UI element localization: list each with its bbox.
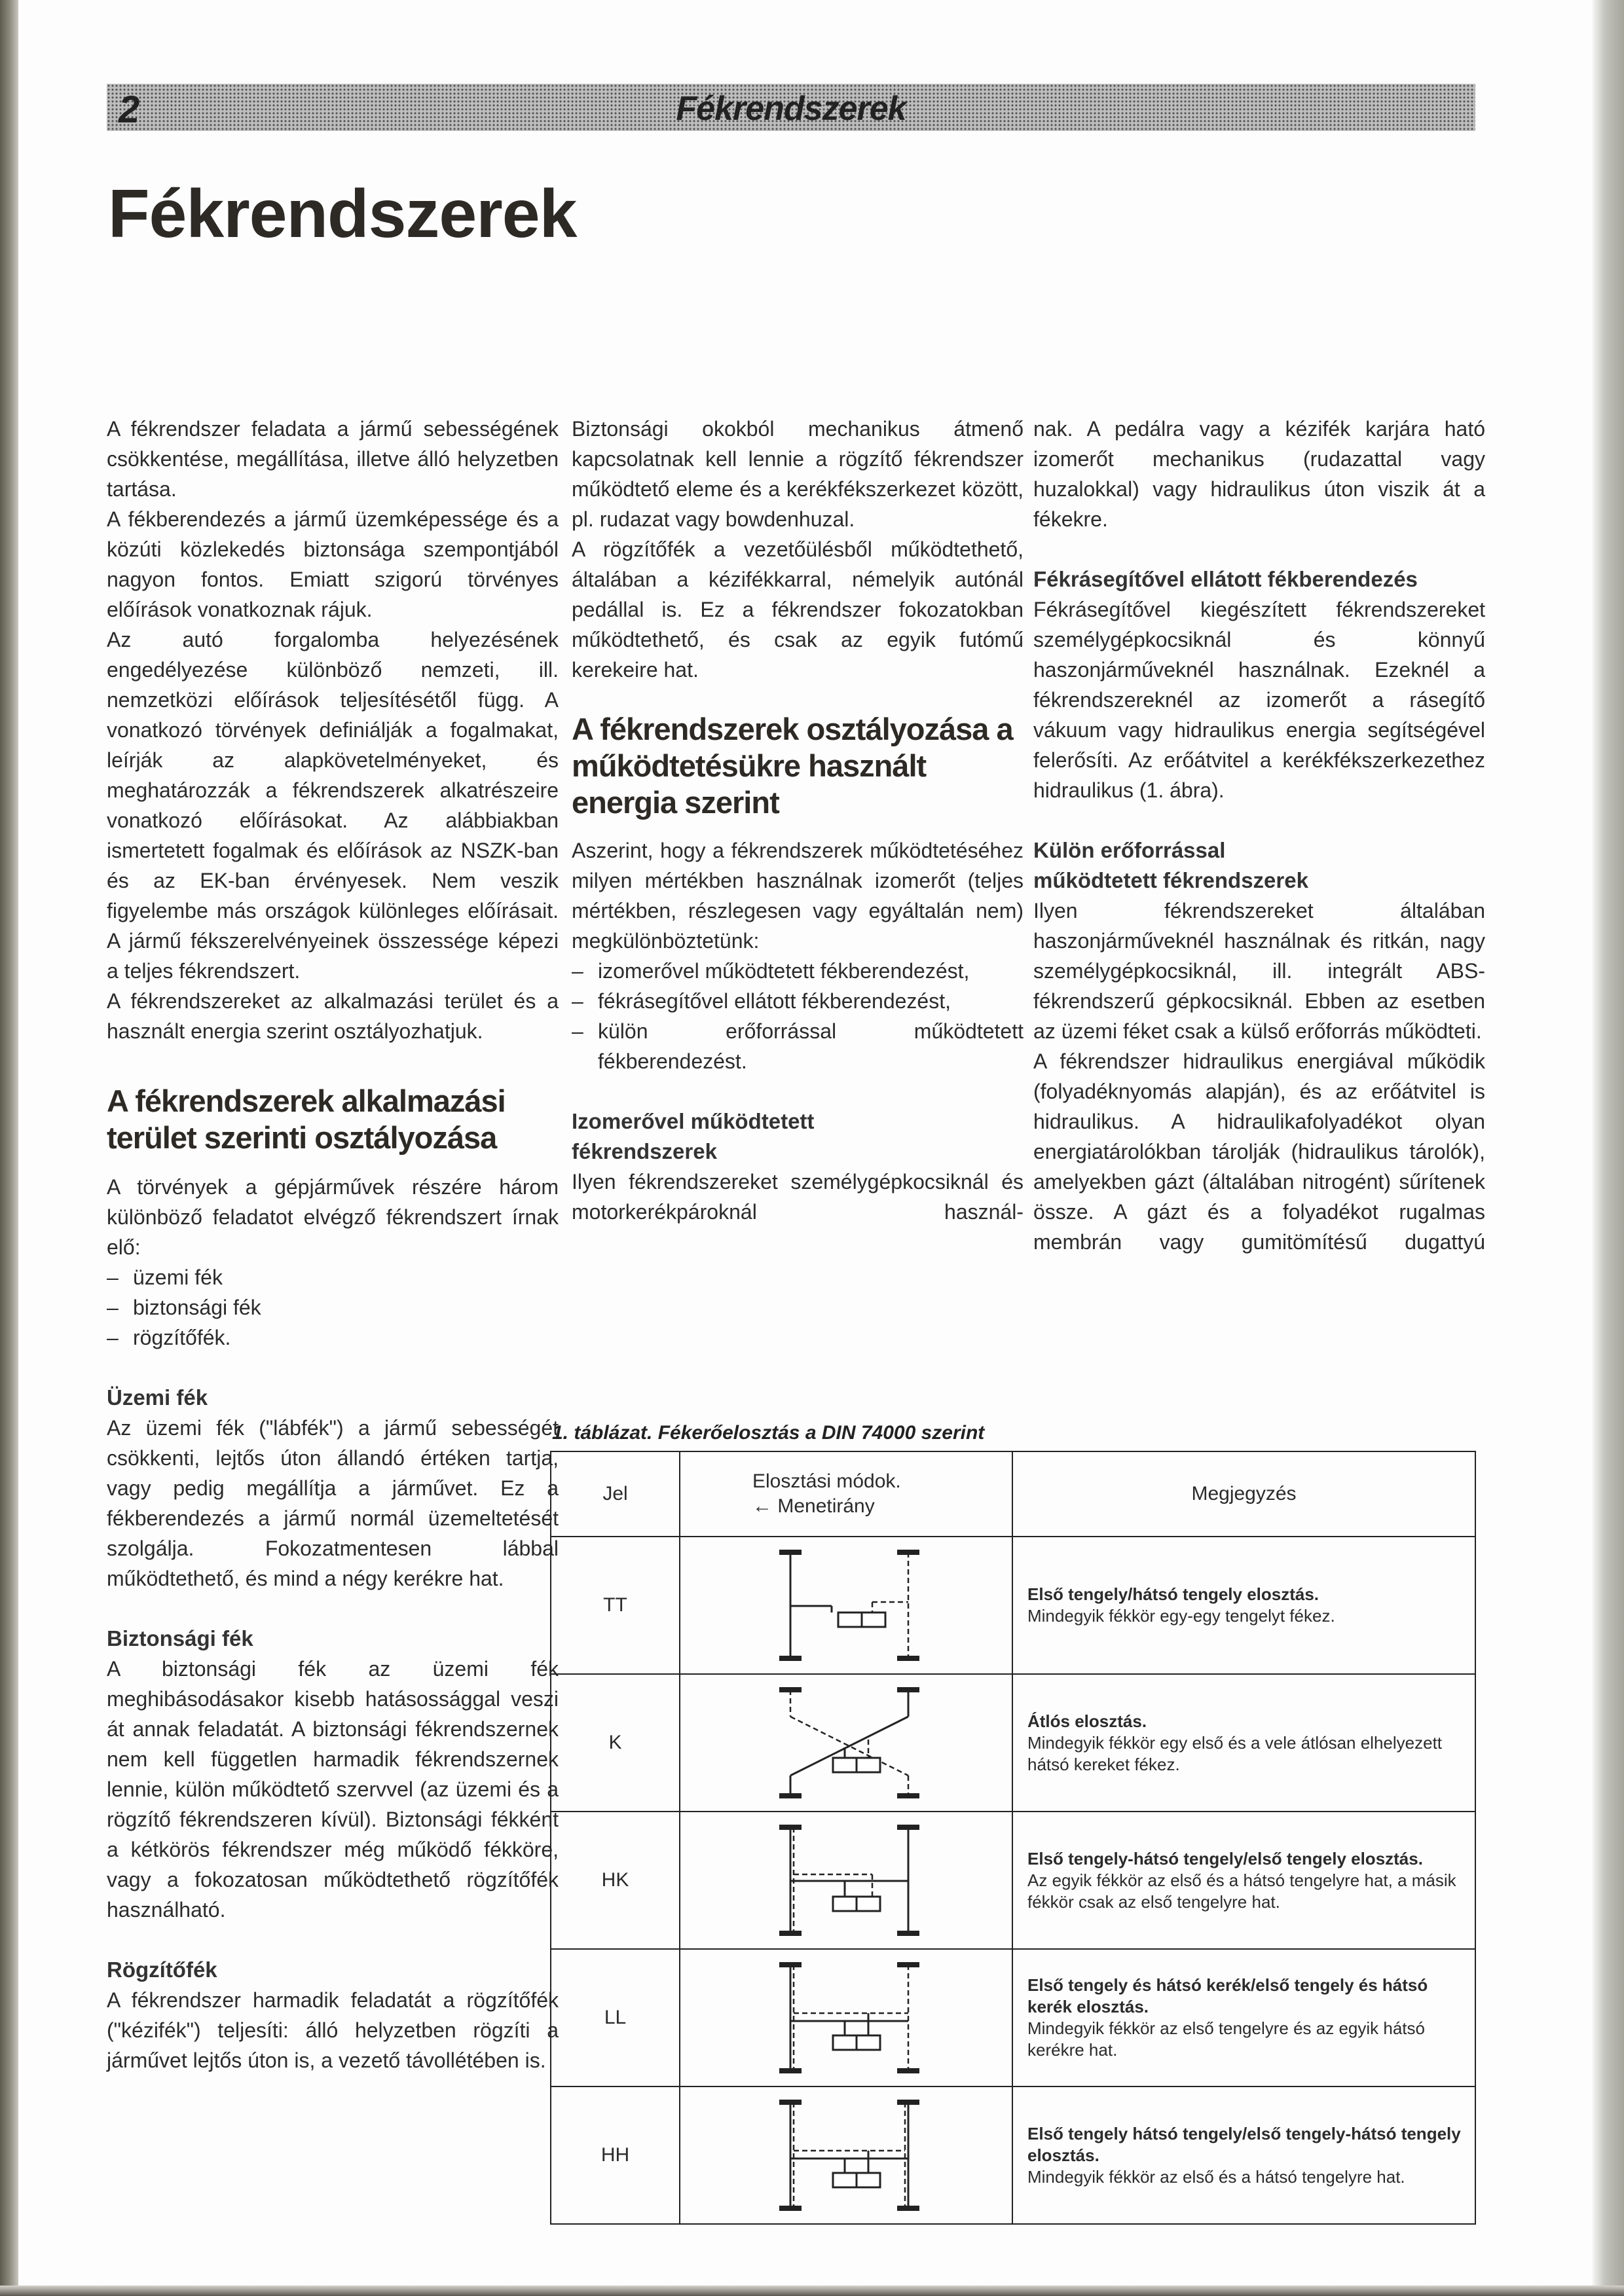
paragraph: A fékrendszer feladata a jármű sebességének csökkentése, megállítása, illetve álló helyzetben tartása. <box>107 417 559 501</box>
header-modes-line1: Elosztási módok. <box>752 1470 901 1492</box>
column-1 <box>107 414 559 2075</box>
table-row <box>551 1812 1475 1949</box>
row-note <box>1012 1674 1475 1812</box>
brake-distribution-table-block <box>550 1422 1475 2225</box>
section-heading: A fékrendszerek osztályozása a működtetésükre használt energia szerint <box>572 712 1013 820</box>
page-title: Fékrendszerek <box>108 176 577 252</box>
paragraph: A fékberendezés a jármű üzemképessége és a közúti közlekedés biztonsága szempontjából nagyon fontos. Emiatt szigorú törvényes előírások vonatkoznak rájuk. <box>107 507 559 621</box>
subsection-heading: Üzemi fék <box>107 1385 208 1410</box>
paragraph: Biztonsági okokból mechanikus átmenő kapcsolatnak kell lennie a rögzítő fékrendszer működtető eleme és a kerékfékszerkezet között, pl. rudazat vagy bowdenhuzal. <box>572 417 1024 531</box>
brake-circuit-diagram-hh <box>761 2093 931 2217</box>
row-note-title: Első tengely és hátsó kerék/első tengely és hátsó kerék elosztás. <box>1027 1975 1428 2016</box>
paragraph: Az üzemi fék ("lábfék") a jármű sebességét csökkenti, lejtős úton állandó értéken tartja, vagy pedig megállítja a járművet. Ez a fékberendezés a jármű normál üzemeltetését szolgálja. Fokozatmentesen lábbal működtethető, és mind a négy kerékre hat. <box>107 1416 559 1590</box>
row-note <box>1012 1812 1475 1949</box>
column-3 <box>1033 414 1485 1257</box>
paragraph: Aszerint, hogy a fékrendszerek működtetéséhez milyen mértékben használnak izomerőt (teljes mértékben, részlegesen vagy egyáltalán nem) megkülönböztetünk: <box>572 839 1024 953</box>
row-note-body: Mindegyik fékkör az első tengelyre és az egyik hátsó kerékre hat. <box>1027 2018 1425 2060</box>
row-diagram-cell <box>680 1674 1012 1812</box>
header-note: Megjegyzés <box>1012 1451 1475 1537</box>
header-modes-line2: ← Menetirány <box>752 1495 875 1517</box>
header-jel: Jel <box>551 1451 680 1537</box>
row-note <box>1012 1949 1475 2086</box>
paragraph: A fékrendszer hidraulikus energiával működik (folyadéknyomás alapján), és az erőátvitel is hidraulikus. A hidraulikafolyadékot olyan energiatárolókban tárolják (hidraulikus tárolók), amelyekben gázt (általában nitrogént) sűrítenek össze. A gázt és a folyadékot rugalmas membrán vagy gumitömítésű dugattyú <box>1033 1049 1485 1254</box>
paragraph: A biztonsági fék az üzemi fék meghibásodásakor kisebb hatásossággal veszi át annak feladatát. A biztonsági fékrendszernek nem kell független harmadik fékrendszernek lennie, külön működtető szervvel (az üzemi és a rögzítő fékrendszeren kívül). Biztonsági fékként a kétkörös fékrendszer még működő fékköre, vagy a fokozatosan működtethető rögzítőfék használható. <box>107 1657 559 1922</box>
row-diagram-cell <box>680 1949 1012 2086</box>
table-row <box>551 1949 1475 2086</box>
section-heading: A fékrendszerek alkalmazási terület szerinti osztályozása <box>107 1084 506 1155</box>
row-jel: K <box>551 1674 680 1812</box>
brake-circuit-diagram-k <box>761 1681 931 1805</box>
table-row <box>551 1537 1475 1674</box>
table-row <box>551 2086 1475 2224</box>
row-note-title: Első tengely-hátsó tengely/első tengely elosztás. <box>1027 1848 1423 1868</box>
brake-circuit-diagram-ll <box>761 1956 931 2080</box>
list-item: – biztonsági fék <box>107 1292 559 1322</box>
row-note <box>1012 1537 1475 1674</box>
paragraph: Ilyen fékrendszereket személygépkocsiknál és motorkerékpároknál használ- <box>572 1170 1024 1224</box>
paragraph: Ilyen fékrendszereket általában haszonjárműveknél használnak és ritkán, nagy személygépkocsiknál, ill. integrált ABS-fékrendszerű gépkocsiknál. Ebben az esetben az üzemi féket csak a külső erőforrás működteti. <box>1033 899 1485 1043</box>
row-diagram-cell <box>680 1812 1012 1949</box>
subsection-heading: Fékrásegítővel ellátott fékberendezés <box>1033 567 1418 591</box>
row-jel: HK <box>551 1812 680 1949</box>
running-header <box>107 84 1475 131</box>
row-note-body: Az egyik fékkör az első és a hátsó tengelyre hat, a másik fékkör csak az első tengelyre hat. <box>1027 1870 1456 1912</box>
paragraph: Fékrásegítővel kiegészített fékrendszereket személygépkocsiknál és könnyű haszonjárműveknél használnak. Ezeknél a fékrendszereknél az izomerőt a rásegítő vákuum vagy hidraulikus energia segítségével felerősíti. Az erőátvitel a kerékfékszerkezethez hidraulikus (1. ábra). <box>1033 598 1485 802</box>
list-item: – izomerővel működtetett fékberendezést, <box>572 956 1024 986</box>
row-jel: HH <box>551 2086 680 2224</box>
energy-types-list <box>572 956 1024 1076</box>
row-note-title: Első tengely/hátsó tengely elosztás. <box>1027 1584 1320 1604</box>
paragraph: Az autó forgalomba helyezésének engedélyezése különböző nemzeti, ill. nemzetközi előírások teljesítésétől függ. A vonatkozó törvények definiálják a fogalmakat, leírják az alapkövetelményeket, és meghatározzák a fékrendszerek alkatrészeire vonatkozó előírásokat. Az alábbiakban ismertetett fogalmak és előírások az NSZK-ban és az EK-ban érvényesek. Nem veszik figyelembe más országok különleges előírásait. A jármű fékszerelvényeinek összessége képezi a teljes fékrendszert. <box>107 628 559 983</box>
table-caption: 1. táblázat. Fékerőelosztás a DIN 74000 szerint <box>552 1422 985 1444</box>
row-jel: LL <box>551 1949 680 2086</box>
row-note-title: Első tengely hátsó tengely/első tengely-hátsó tengely elosztás. <box>1027 2123 1461 2165</box>
row-note-body: Mindegyik fékkör egy első és a vele átlósan elhelyezett hátsó kereket fékez. <box>1027 1732 1443 1774</box>
row-diagram-cell <box>680 1537 1012 1674</box>
scan-edge-bottom <box>0 2286 1624 2296</box>
running-title: Fékrendszerek <box>676 90 906 128</box>
paragraph: A fékrendszereket az alkalmazási terület és a használt energia szerint osztályozhatjuk. <box>107 989 559 1043</box>
row-note <box>1012 2086 1475 2224</box>
paragraph: nak. A pedálra vagy a kézifék karjára ható izomerőt mechanikus (rudazattal vagy huzalokkal) vagy hidraulikus úton viszik át a fékekre. <box>1033 417 1485 531</box>
row-jel: TT <box>551 1537 680 1674</box>
brake-circuit-diagram-tt <box>761 1543 931 1667</box>
row-note-body: Mindegyik fékkör egy-egy tengelyt fékez. <box>1027 1606 1335 1626</box>
paragraph: A rögzítőfék a vezetőülésből működtethető, általában a kézifékkarral, némelyik autónál pedállal is. Ez a fékrendszer fokozatokban működtethető, és csak az egyik futómű kerekeire hat. <box>572 538 1024 682</box>
paragraph: A törvények a gépjárművek részére három különböző feladatot elvégző fékrendszert írnak elő: <box>107 1175 559 1259</box>
scan-edge-right <box>1593 0 1624 2296</box>
subsection-heading: Rögzítőfék <box>107 1958 217 1982</box>
subsection-heading: Biztonsági fék <box>107 1626 253 1650</box>
header-modes <box>680 1451 1012 1537</box>
list-item: – üzemi fék <box>107 1262 559 1292</box>
brake-types-list <box>107 1262 559 1353</box>
row-diagram-cell <box>680 2086 1012 2224</box>
list-item: – rögzítőfék. <box>107 1322 559 1353</box>
subsection-heading: Külön erőforrással működtetett fékrendszerek <box>1033 838 1308 892</box>
table-row <box>551 1674 1475 1812</box>
row-note-title: Átlós elosztás. <box>1027 1711 1147 1731</box>
scan-edge-left <box>0 0 18 2296</box>
paragraph: A fékrendszer harmadik feladatát a rögzítőfék ("kézifék") teljesíti: álló helyzetben rögzíti a járművet lejtős úton is, a vezető távollétében is. <box>107 1988 559 2072</box>
subsection-heading: Izomerővel működtetett fékrendszerek <box>572 1109 815 1163</box>
column-2 <box>572 414 1024 1227</box>
row-note-body: Mindegyik fékkör az első és a hátsó tengelyre hat. <box>1027 2166 1405 2187</box>
page-number: 2 <box>119 88 140 131</box>
brake-circuit-diagram-hk <box>761 1818 931 1942</box>
table-header-row <box>551 1451 1475 1537</box>
brake-distribution-table <box>550 1451 1476 2225</box>
list-item: – fékrásegítővel ellátott fékberendezést, <box>572 986 1024 1016</box>
list-item: – külön erőforrással működtetett fékberendezést. <box>572 1016 1024 1076</box>
